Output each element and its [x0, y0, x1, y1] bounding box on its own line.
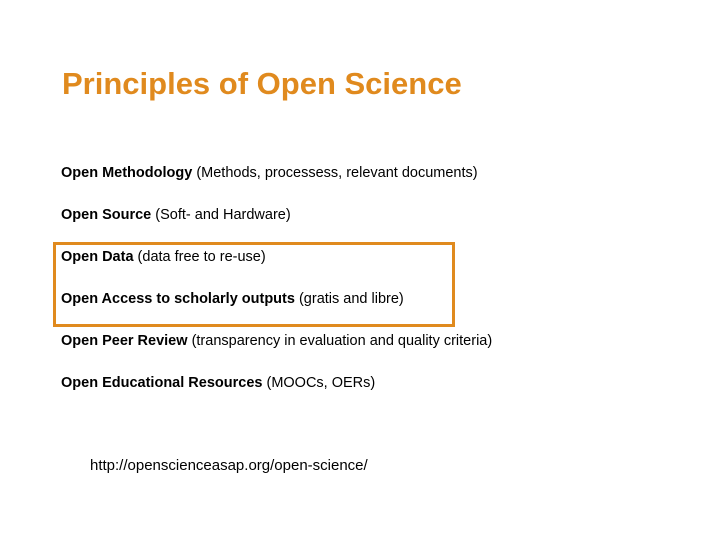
principle-open-peer-review	[61, 331, 492, 373]
principle-detail: (Soft- and Hardware)	[155, 207, 291, 223]
slide-title: Principles of Open Science	[62, 66, 462, 101]
principle-term: Open Peer Review	[61, 333, 188, 349]
principle-detail: (data free to re-use)	[137, 249, 266, 265]
principle-open-access	[61, 289, 492, 331]
principle-detail: (gratis and libre)	[298, 291, 404, 307]
principle-term: Open Source	[61, 207, 152, 223]
principle-detail: (transparency in evaluation and quality criteria)	[191, 333, 493, 349]
principle-term: Open Methodology	[61, 165, 193, 181]
principle-open-educational-resources	[61, 373, 492, 415]
principle-term: Open Educational Resources	[61, 375, 263, 391]
principle-term: Open Data	[61, 249, 134, 265]
source-url: http://openscienceasap.org/open-science/	[90, 457, 368, 474]
principle-detail: (Methods, processess, relevant documents)	[196, 165, 478, 181]
principle-open-data	[61, 247, 492, 289]
principle-term: Open Access to scholarly outputs	[61, 291, 295, 307]
principles-list	[61, 163, 492, 415]
principle-detail: (MOOCs, OERs)	[266, 375, 376, 391]
principle-open-source	[61, 205, 492, 247]
principle-open-methodology	[61, 163, 492, 205]
